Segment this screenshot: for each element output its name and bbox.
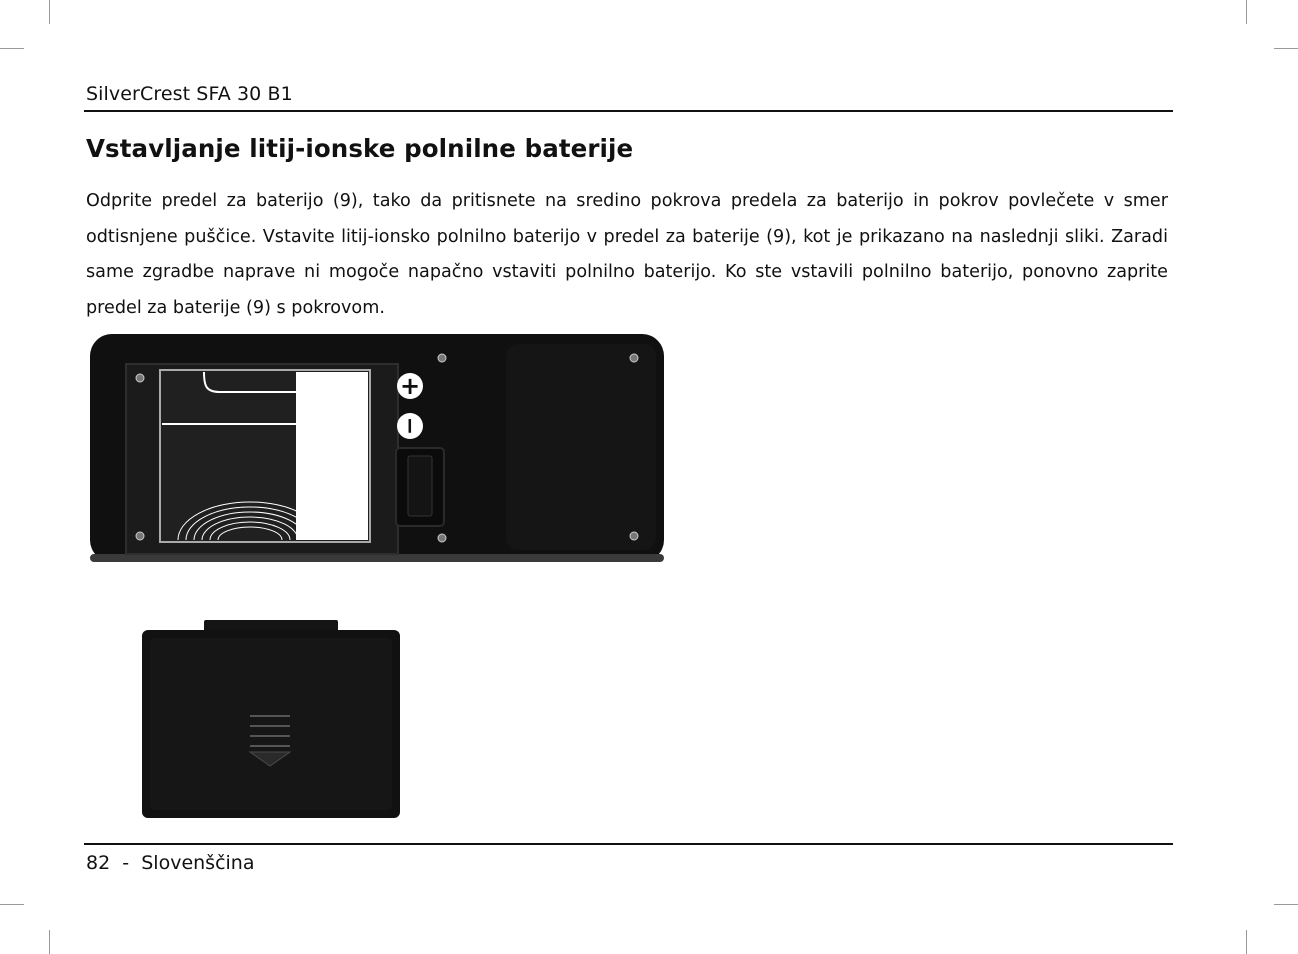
battery-label-panel xyxy=(296,372,368,540)
crop-mark-top-right-horizontal xyxy=(1274,48,1298,49)
footer-language: Slovenščina xyxy=(141,852,255,874)
header-rule xyxy=(84,110,1173,112)
screw-icon xyxy=(438,534,446,542)
device-back-illustration xyxy=(86,332,666,568)
battery-plus-terminal-icon xyxy=(352,385,360,393)
page-footer xyxy=(86,852,254,874)
cover-inner-shade xyxy=(150,638,392,810)
crop-mark-bottom-right-horizontal xyxy=(1274,904,1298,905)
plus-symbol: + xyxy=(399,372,421,400)
screw-icon xyxy=(136,374,144,382)
screw-icon xyxy=(630,532,638,540)
screw-icon xyxy=(630,354,638,362)
crop-mark-top-left-vertical xyxy=(49,0,50,24)
screw-icon xyxy=(438,354,446,362)
footer-separator: - xyxy=(122,852,130,874)
crop-mark-bottom-left-vertical xyxy=(49,930,50,954)
crop-mark-top-right-vertical xyxy=(1246,0,1247,24)
section-heading: Vstavljanje litij-ionske polnilne baterije xyxy=(86,134,634,163)
minus-symbol: − xyxy=(397,416,422,436)
battery-minus-terminal-icon xyxy=(352,420,360,428)
screw-icon xyxy=(136,532,144,540)
latch-slot-inner xyxy=(408,456,432,516)
crop-mark-bottom-left-horizontal xyxy=(0,904,24,905)
footer-rule xyxy=(84,843,1173,845)
running-header-title: SilverCrest SFA 30 B1 xyxy=(86,83,293,105)
page-number: 82 xyxy=(86,852,111,874)
instruction-paragraph: Odprite predel za baterijo (9), tako da pritisnete na sredino pokrova predela za baterijo in pokrov povlečete v smer odtisnjene puščice. Vstavite litij-ionsko polnilno baterijo v predel za baterije (9), kot je prikazano na naslednji sliki. Zaradi same zgradbe naprave ni mogoče napačno vstaviti polnilno baterijo. Ko ste vstavili polnilno baterijo, ponovno zaprite predel za baterije (9) s pokrovom. xyxy=(86,191,1168,318)
crop-mark-top-left-horizontal xyxy=(0,48,24,49)
crop-mark-bottom-right-vertical xyxy=(1246,930,1247,954)
battery-cover-illustration xyxy=(140,618,402,820)
device-right-panel xyxy=(506,344,656,550)
device-highlight-edge xyxy=(90,554,664,562)
